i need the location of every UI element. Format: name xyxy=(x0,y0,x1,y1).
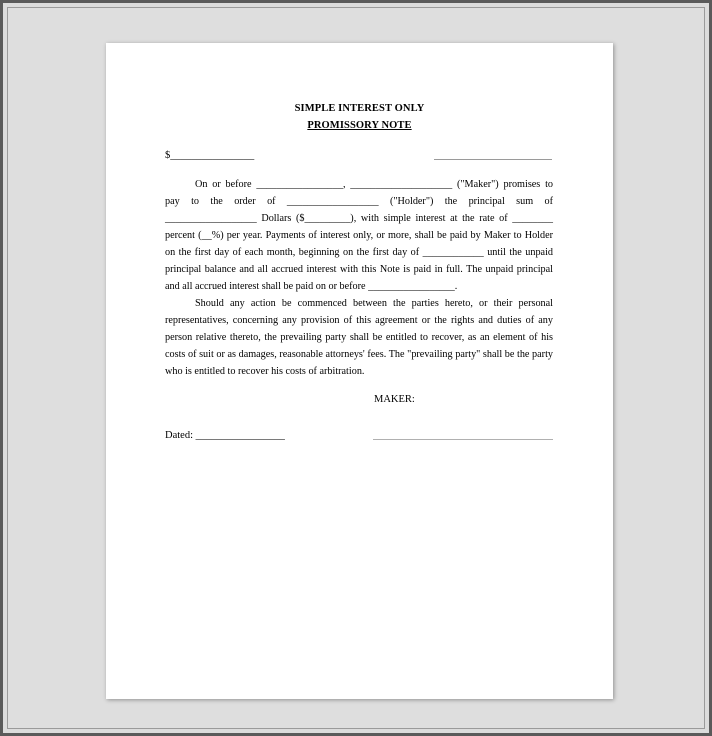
dated-field: Dated: _________________ xyxy=(165,430,285,441)
attorney-fees-paragraph: Should any action be commenced between the parties hereto, or their personal representatives, concerning any provision of this agreement or the rights and duties of any person relative thereto, the prevailing party shall be entitled to recover, as an element of his costs of suit or as damages, reasonable attorneys' fees. The "prevailing party" shall be the party who is entitled to recover his costs of arbitration. xyxy=(165,298,553,377)
note-body xyxy=(165,176,553,380)
maker-label: MAKER: xyxy=(374,394,415,405)
document-subtitle: PROMISSORY NOTE xyxy=(307,120,412,131)
amount-field: $________________ xyxy=(165,150,255,161)
terms-paragraph: On or before _________________, ____________________ ("Maker") promises to pay to the order of __________________ ("Holder") the principal sum of __________________ Dollars ($_________), with simple interest at the rate of ________ percent (__%) per year. Payments of interest only, or more, shall be paid by Maker to Holder on the first day of each month, beginning on the first day of ____________ until the unpaid principal balance and all accrued interest with this Note is paid in full. The unpaid principal and all accrued interest shall be paid on or before _________________. xyxy=(165,179,553,292)
maker-signature-line xyxy=(373,439,553,440)
document-title: SIMPLE INTEREST ONLY xyxy=(294,103,425,114)
top-right-blank-line xyxy=(434,159,552,160)
document-page xyxy=(106,43,613,699)
